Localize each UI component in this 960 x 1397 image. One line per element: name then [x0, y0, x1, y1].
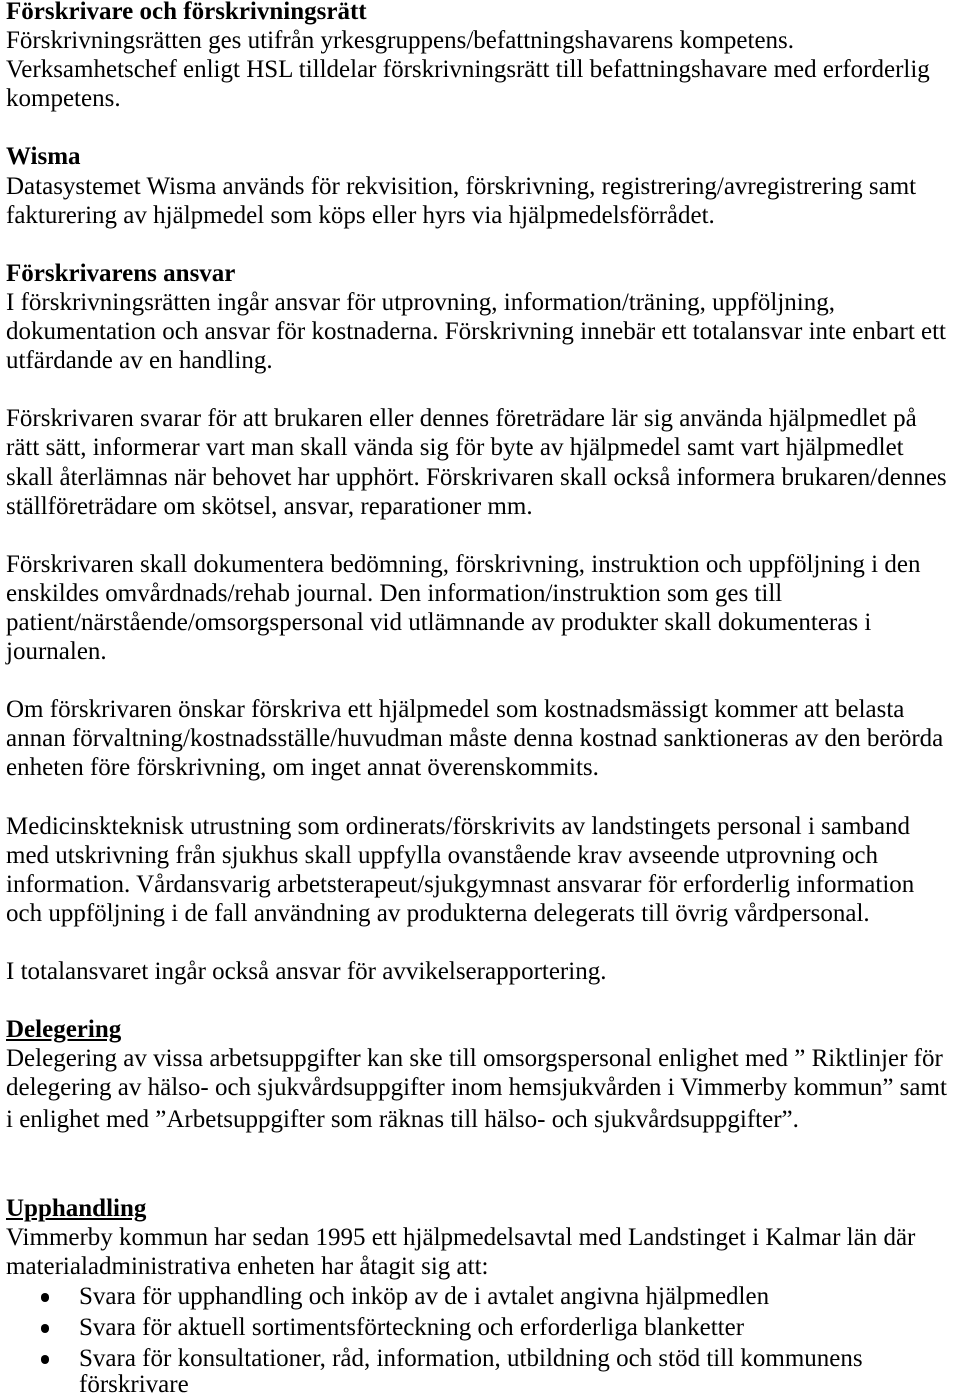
- paragraph-line: I förskrivningsrätten ingår ansvar för utprovning, information/träning, uppföljning,: [6, 288, 835, 316]
- paragraph: [6, 288, 958, 375]
- paragraph-line: Verksamhetschef enligt HSL tilldelar förskrivningsrätt till befattningshavare med erforderlig: [6, 56, 930, 84]
- section-heading: Förskrivarens ansvar: [6, 259, 236, 287]
- paragraph: [6, 812, 958, 928]
- paragraph-line: patient/närstående/omsorgspersonal vid utlämnande av produkter skall dokumenteras i: [6, 608, 872, 636]
- bullet-icon: [41, 1324, 50, 1333]
- paragraph-line: information. Vårdansvarig arbetsterapeut/sjukgymnast ansvarar för erforderlig information: [6, 870, 915, 898]
- paragraph-line: rätt sätt, informerar vart man skall vända sig för byte av hjälpmedel samt vart hjälpmedlet: [6, 434, 904, 462]
- paragraph-line: Om förskrivaren önskar förskriva ett hjälpmedel som kostnadsmässigt kommer att belasta: [6, 696, 905, 724]
- section-heading: Förskrivare och förskrivningsrätt: [6, 0, 367, 25]
- bullet-list: [6, 1281, 958, 1396]
- bullet-icon: [41, 1355, 50, 1364]
- paragraph-line: enheten före förskrivning, om inget annat överenskommits.: [6, 754, 599, 782]
- paragraph-line: Datasystemet Wisma används för rekvisition, förskrivning, registrering/avregistrering samt: [6, 172, 917, 200]
- paragraph: [6, 1044, 958, 1133]
- paragraph: [6, 172, 958, 230]
- paragraph-line: Medicinskteknisk utrustning som ordinerats/förskrivits av landstingets personal i samband: [6, 812, 911, 840]
- paragraph-line: ställföreträdare om skötsel, ansvar, reparationer mm.: [6, 492, 533, 520]
- bullet-item: [6, 1343, 958, 1396]
- paragraph-line: annan förvaltning/kostnadsställe/huvudman måste denna kostnad sanktioneras av den berörda: [6, 725, 944, 753]
- paragraph: [6, 1223, 958, 1281]
- bullet-text-line: Svara för upphandling och inköp av de i avtalet angivna hjälpmedlen: [79, 1282, 770, 1310]
- paragraph-line: Förskrivningsrätten ges utifrån yrkesgruppens/befattningshavarens kompetens.: [6, 27, 795, 55]
- section-heading: Delegering: [6, 1016, 122, 1044]
- paragraph-line: med utskrivning från sjukhus skall uppfylla ovanstående krav avseende utprovning och: [6, 841, 879, 869]
- paragraph-line: delegering av hälso- och sjukvårdsuppgifter inom hemsjukvården i Vimmerby kommun” samt: [6, 1074, 947, 1102]
- section-delegering: [6, 1015, 958, 1133]
- paragraph-line: utfärdande av en handling.: [6, 347, 273, 375]
- section-forskrivare-och-forskrivningsratt: [6, 0, 958, 113]
- paragraph-line: skall återlämnas när behovet har upphört. Förskrivaren skall också informera brukaren/dennes: [6, 463, 947, 491]
- paragraph-line: journalen.: [6, 638, 107, 666]
- section-wisma: [6, 142, 958, 229]
- bullet-text-line: Svara för aktuell sortimentsförteckning och erforderliga blanketter: [79, 1313, 745, 1341]
- paragraph: [6, 550, 958, 666]
- paragraph-line: enskildes omvårdnads/rehab journal. Den information/instruktion som ges till: [6, 579, 783, 607]
- section-forskrivarens-ansvar: [6, 259, 958, 986]
- paragraph: [6, 26, 958, 113]
- document-body: [6, 0, 958, 1396]
- paragraph: [6, 957, 958, 986]
- paragraph-line: kompetens.: [6, 85, 121, 113]
- paragraph-line: materialadministrativa enheten har åtagit sig att:: [6, 1252, 489, 1280]
- paragraph-line: Förskrivaren svarar för att brukaren eller dennes företrädare lär sig använda hjälpmedlet på: [6, 405, 917, 433]
- bullet-item: [6, 1281, 958, 1312]
- paragraph: [6, 404, 958, 520]
- paragraph-line: Delegering av vissa arbetsuppgifter kan ske till omsorgspersonal enlighet med ” Riktlinjer för: [6, 1045, 943, 1073]
- paragraph-line: i enlighet med ”Arbetsuppgifter som räknas till hälso- och sjukvårdsuppgifter”.: [6, 1105, 799, 1133]
- bullet-text-line: Svara för konsultationer, råd, information, utbildning och stöd till kommunens: [79, 1344, 863, 1372]
- paragraph: [6, 695, 958, 782]
- section-heading: Upphandling: [6, 1194, 147, 1222]
- bullet-text-line: förskrivare: [79, 1370, 189, 1397]
- paragraph-line: och uppföljning i de fall användning av produkterna delegerats till övrig vårdpersonal.: [6, 899, 870, 927]
- paragraph-line: Förskrivaren skall dokumentera bedömning, förskrivning, instruktion och uppföljning i den: [6, 550, 921, 578]
- paragraph-line: Vimmerby kommun har sedan 1995 ett hjälpmedelsavtal med Landstinget i Kalmar län där: [6, 1223, 916, 1251]
- paragraph-line: I totalansvaret ingår också ansvar för avvikelserapportering.: [6, 958, 607, 986]
- bullet-icon: [41, 1293, 50, 1302]
- section-upphandling: [6, 1194, 958, 1396]
- bullet-item: [6, 1312, 958, 1343]
- paragraph-line: fakturering av hjälpmedel som köps eller hyrs via hjälpmedelsförrådet.: [6, 201, 715, 229]
- paragraph-line: dokumentation och ansvar för kostnaderna. Förskrivning innebär ett totalansvar inte enbart ett: [6, 318, 947, 346]
- section-heading: Wisma: [6, 143, 81, 171]
